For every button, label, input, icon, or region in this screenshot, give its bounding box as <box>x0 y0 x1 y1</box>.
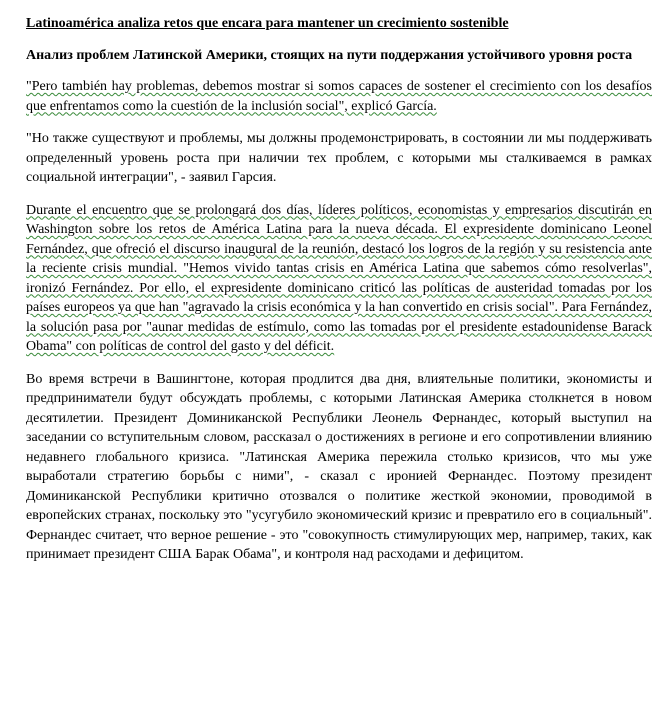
russian-title: Анализ проблем Латинской Америки, стоящих на пути поддержания устойчивого уровня роста <box>26 47 633 63</box>
spanish-body-text: Durante el encuentro que se prolongará dos días, líderes políticos, economistas y empresarios discutirán en Washington sobre los retos de América Latina para la nueva década. El expresidente dominicano Leonel Fernández, que ofreció el discurso inaugural de la reunión, destacó los logros de la región y su resistencia ante la reciente crisis mundial. "Hemos vivido tantas crisis en América Latina que sabemos cómo resolverlas", ironizó Fernández. Por ello, el expresidente dominicano criticó las políticas de austeridad tomadas por los países europeos ya que han "agravado la crisis económica y la han convertido en crisis social". Para Fernández, la solución pasa por "aunar medidas de estímulo, como las tomadas por el presidente estadounidense Barack Obama" con políticas de control del gasto y del déficit. <box>26 202 652 354</box>
spanish-title: Latinoamérica analiza retos que encara para mantener un crecimiento sostenible <box>26 16 509 31</box>
spanish-quote-text: "Pero también hay problemas, debemos mostrar si somos capaces de sostener el crecimiento con los desafíos que enfrentamos como la cuestión de la inclusión social", explicó García. <box>26 79 652 114</box>
russian-body-paragraph: Во время встречи в Вашингтоне, которая продлится два дня, влиятельные политики, экономисты и предприниматели будут обсуждать проблемы, с которыми Латинская Америка столкнется в новом десятилетии. Президент Доминиканской Республики Леонель Фернандес, который выступил на заседании со вступительным словом, рассказал о достижениях в регионе и его сопротивлении влиянию недавнего глобального кризиса. "Латинская Америка пережила столько кризисов, что мы уже выработали стратегию борьбы с ними", - сказал с иронией Фернандес. Поэтому президент Доминиканской Республики критично отозвался о политике жесткой экономии, проводимой в европейских странах, поскольку это "усугубило экономический кризис и превратило его в социальный". Фернандес считает, что верное решение - это "совокупность стимулирующих мер, например, таких, как принимает президент США Барак Обама", и контроля над расходами и дефицитом. <box>26 371 652 562</box>
russian-quote-paragraph: "Но также существуют и проблемы, мы должны продемонстрировать, в состоянии ли мы поддерживать определенный уровень роста при наличии тех проблем, с которыми мы сталкиваемся в рамках социальной интеграции", - заявил Гарсия. <box>26 131 652 185</box>
document-page <box>26 14 652 578</box>
spanish-body-paragraph <box>26 201 652 357</box>
spanish-quote-paragraph <box>26 77 652 116</box>
